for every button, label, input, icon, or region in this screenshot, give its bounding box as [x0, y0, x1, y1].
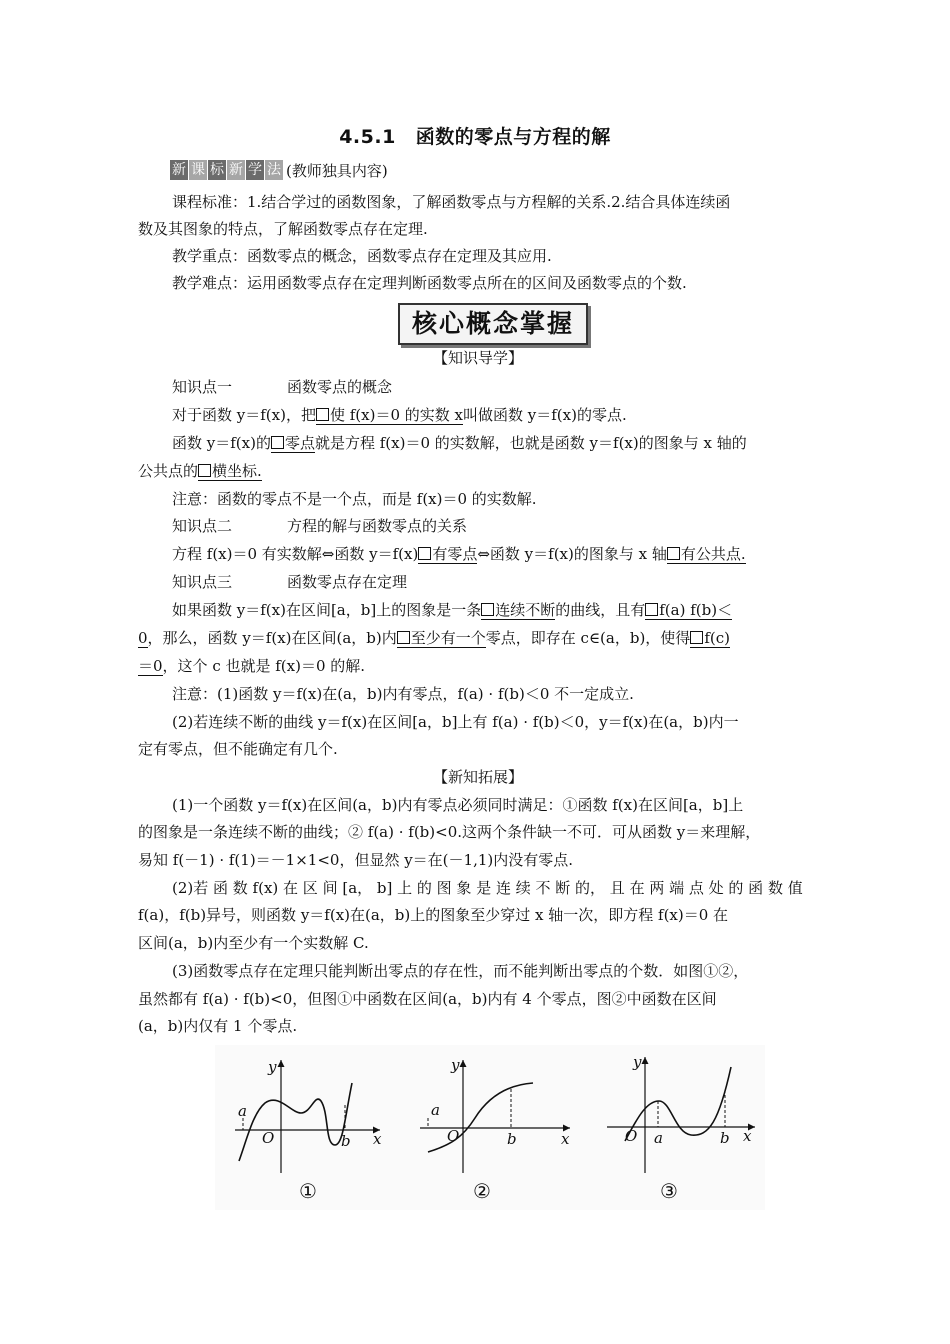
graphs-svg	[215, 1045, 765, 1210]
standard-line-2: 数及其图象的特点，了解函数零点存在定理.	[138, 220, 428, 238]
key-point-line: 教学重点：函数零点的概念，函数零点存在定理及其应用.	[172, 247, 552, 265]
origin-label: O	[262, 1129, 275, 1147]
blank-answer: 零点	[284, 434, 315, 452]
text: 公共点的	[138, 462, 199, 480]
axis-y-label: y	[633, 1053, 642, 1071]
kp3-note-2b: 定有零点，但不能确定有几个.	[138, 740, 338, 758]
fill-blank	[481, 601, 555, 620]
badge: 新	[172, 162, 186, 178]
kp2-label: 知识点二	[172, 517, 233, 535]
text: ⇔函数 y＝f(x)的图象与 x 轴	[477, 545, 667, 563]
ext2-line-c: 区间(a，b)内至少有一个实数解 C.	[138, 934, 369, 952]
fill-blank	[645, 601, 732, 620]
text: 就是方程 f(x)＝0 的实数解，也就是函数 y＝f(x)的图象与 x 轴的	[314, 434, 747, 452]
text: 方程 f(x)＝0 有实数解⇔函数 y＝f(x)	[172, 545, 419, 563]
blank-answer: 有公共点.	[680, 545, 746, 563]
fill-blank	[397, 629, 486, 648]
blank-answer: 使 f(x)＝0 的实数 x	[329, 406, 463, 424]
blank-box-icon	[198, 464, 211, 477]
section-ext-heading: 【新知拓展】	[432, 768, 523, 786]
title-text: 函数的零点与方程的解	[415, 126, 611, 148]
point-a-label: a	[431, 1101, 440, 1119]
kp1-heading	[138, 375, 852, 399]
blank-box-icon	[418, 547, 431, 560]
badge: 学	[248, 162, 262, 178]
kp3-line-1	[138, 598, 852, 622]
fill-blank	[690, 629, 730, 648]
badge: 标	[210, 162, 224, 178]
kp1-line-2	[138, 431, 852, 455]
blank-answer: 有零点	[432, 545, 478, 563]
text: 对于函数 y＝f(x)，把	[172, 406, 316, 424]
text: ，这个 c 也就是 f(x)＝0 的解.	[162, 657, 366, 675]
text: ，那么，函数 y＝f(x)在区间(a，b)内	[147, 629, 397, 647]
axis-y-label: y	[451, 1056, 460, 1074]
kp1-name: 函数零点的概念	[287, 378, 393, 396]
kp2-heading	[138, 514, 852, 538]
kp3-name: 函数零点存在定理	[287, 573, 408, 591]
figure-caption: ①	[299, 1179, 317, 1203]
ext1-line-b: 的图象是一条连续不断的曲线；② f(a) · f(b)<0.这两个条件缺一不可．可从函数 y＝来理解，	[138, 823, 761, 841]
point-b-label: b	[720, 1129, 730, 1147]
section-guide-heading: 【知识导学】	[432, 349, 523, 367]
figure-caption: ③	[660, 1179, 678, 1203]
graph-3	[607, 1053, 755, 1203]
axis-y-label: y	[268, 1058, 277, 1076]
axis-x-label: x	[561, 1130, 570, 1148]
text: 零点，即存在 c∈(a，b)，使得	[485, 629, 691, 647]
section-number: 4.5.1	[339, 126, 396, 148]
blank-box-icon	[481, 603, 494, 616]
kp3-note-1: 注意：(1)函数 y＝f(x)在(a，b)内有零点，f(a) · f(b)＜0 不一定成立.	[172, 685, 634, 703]
blank-box-icon	[397, 631, 410, 644]
ext2-line-a: (2)若 函 数 f(x) 在 区 间 [a， b] 上 的 图 象 是 连 续 不 断 的， 且 在 两 端 点 处 的 函 数 值	[172, 879, 803, 897]
ext1-line-c: 易知 f(－1) · f(1)＝－1×1<0，但显然 y＝在(－1,1)内没有零点.	[138, 851, 574, 869]
blank-box-icon	[690, 631, 703, 644]
fill-blank	[271, 434, 315, 453]
point-b-label: b	[341, 1132, 351, 1150]
kp3-line-3	[138, 654, 818, 678]
text: 函数 y＝f(x)的	[172, 434, 271, 452]
badge: 课	[191, 162, 205, 178]
ext1-line-a: (1)一个函数 y＝f(x)在区间(a，b)内有零点必须同时满足：①函数 f(x)在区间[a，b]上	[172, 796, 744, 814]
section-banner: 核心概念掌握	[398, 303, 588, 345]
fill-blank	[198, 462, 262, 481]
graph-2	[420, 1056, 570, 1203]
figure-caption: ②	[473, 1179, 491, 1203]
point-b-label: b	[507, 1130, 517, 1148]
text: 叫做函数 y＝f(x)的零点.	[463, 406, 627, 424]
text: 如果函数 y＝f(x)在区间[a，b]上的图象是一条	[172, 601, 482, 619]
badge-row	[170, 158, 388, 182]
ext3-line-c: (a，b)内仅有 1 个零点.	[138, 1017, 298, 1035]
kp3-note-2a: (2)若连续不断的曲线 y＝f(x)在区间[a，b]上有 f(a) · f(b)＜0，y＝f(x)在(a，b)内一	[172, 713, 739, 731]
point-a-label: a	[654, 1129, 663, 1147]
graph-1	[235, 1058, 382, 1203]
standard-line-1: 课程标准：1.结合学过的函数图象，了解函数零点与方程解的关系.2.结合具体连续函	[172, 193, 731, 211]
blank-box-icon	[667, 547, 680, 560]
difficulty-line: 教学难点：运用函数零点存在定理判断函数零点所在的区间及函数零点的个数.	[172, 274, 687, 292]
origin-label: O	[447, 1127, 460, 1145]
ext3-line-b: 虽然都有 f(a) · f(b)<0，但图①中函数在区间(a，b)内有 4 个零点，图②中函数在区间	[138, 990, 717, 1008]
kp1-note: 注意：函数的零点不是一个点，而是 f(x)＝0 的实数解.	[172, 490, 537, 508]
page-title	[0, 122, 950, 149]
kp3-line-2	[138, 626, 818, 650]
fill-blank	[667, 545, 746, 564]
kp2-line-1	[138, 542, 852, 566]
function-graphs-figure	[215, 1045, 765, 1210]
kp1-line-1	[138, 403, 852, 427]
blank-answer: 0	[138, 629, 148, 647]
badge-note: (教师独具内容)	[286, 161, 388, 180]
blank-answer: 横坐标.	[212, 462, 262, 480]
blank-answer: f(c)	[704, 629, 730, 647]
ext3-line-a: (3)函数零点存在定理只能判断出零点的存在性，而不能判断出零点的个数．如图①②，	[172, 962, 749, 980]
blank-box-icon	[645, 603, 658, 616]
point-a-label: a	[238, 1102, 247, 1120]
kp3-heading	[138, 570, 852, 594]
blank-answer: 至少有一个	[410, 629, 486, 647]
axis-x-label: x	[373, 1130, 382, 1148]
badge: 新	[229, 162, 243, 178]
text: 的曲线，且有	[555, 601, 646, 619]
badge: 法	[267, 162, 281, 178]
axis-x-label: x	[743, 1127, 752, 1145]
ext2-line-b: f(a)，f(b)异号，则函数 y＝f(x)在(a，b)上的图象至少穿过 x 轴一次，即方程 f(x)＝0 在	[138, 906, 729, 924]
blank-answer: ＝0	[138, 657, 163, 675]
blank-box-icon	[316, 408, 329, 421]
blank-box-icon	[271, 436, 284, 449]
blank-answer: 连续不断	[495, 601, 556, 619]
kp2-name: 方程的解与函数零点的关系	[287, 517, 468, 535]
kp1-line-3	[138, 459, 818, 483]
origin-label: O	[625, 1127, 638, 1145]
kp1-label: 知识点一	[172, 378, 233, 396]
fill-blank	[418, 545, 477, 564]
blank-answer: f(a) f(b)＜	[659, 601, 733, 619]
kp3-label: 知识点三	[172, 573, 233, 591]
fill-blank	[316, 406, 463, 425]
